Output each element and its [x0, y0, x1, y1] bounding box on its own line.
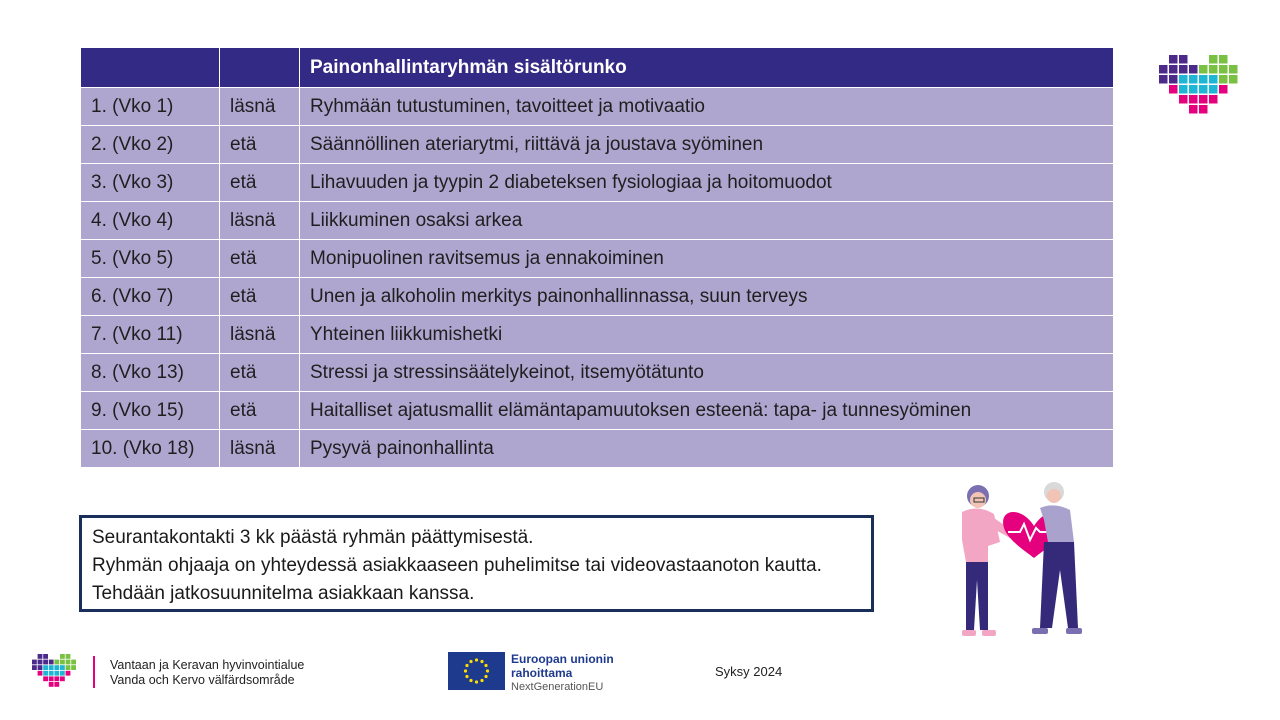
table-row [81, 354, 1114, 392]
table-row [81, 126, 1114, 164]
mode-cell: etä [220, 392, 300, 430]
content-cell: Pysyvä painonhallinta [300, 430, 1114, 468]
session-cell: 5. (Vko 5) [81, 240, 220, 278]
organisation-name [110, 658, 304, 688]
followup-info-box [79, 515, 874, 612]
header-cell-session [81, 48, 220, 88]
session-cell: 1. (Vko 1) [81, 88, 220, 126]
content-cell: Yhteinen liikkumishetki [300, 316, 1114, 354]
content-cell: Liikkuminen osaksi arkea [300, 202, 1114, 240]
session-cell: 9. (Vko 15) [81, 392, 220, 430]
organisation-name-fi: Vantaan ja Keravan hyvinvointialue [110, 658, 305, 672]
vantaa-kerava-heart-logo [1159, 55, 1239, 123]
session-cell: 7. (Vko 11) [81, 316, 220, 354]
content-cell: Säännöllinen ateriarytmi, riittävä ja joustava syöminen [300, 126, 1114, 164]
mode-cell: läsnä [220, 430, 300, 468]
mode-cell: etä [220, 240, 300, 278]
table-row [81, 88, 1114, 126]
table-row [81, 430, 1114, 468]
mode-cell: läsnä [220, 316, 300, 354]
content-cell: Monipuolinen ravitsemus ja ennakoiminen [300, 240, 1114, 278]
eu-funding-line-1: Euroopan unionin [511, 652, 614, 666]
table-header-row [81, 48, 1114, 88]
content-cell: Stressi ja stressinsäätelykeinot, itsemyötätunto [300, 354, 1114, 392]
followup-line-2: Ryhmän ohjaaja on yhteydessä asiakkaaseen puhelimitse tai videovastaanoton kautta. Tehdään jatkosuunnitelma asiakkaan kanssa. [92, 555, 822, 604]
schedule-table [80, 47, 1114, 468]
session-cell: 8. (Vko 13) [81, 354, 220, 392]
session-cell: 2. (Vko 2) [81, 126, 220, 164]
season-label: Syksy 2024 [715, 664, 783, 679]
content-cell: Haitalliset ajatusmallit elämäntapamuutoksen esteenä: tapa- ja tunnesyöminen [300, 392, 1114, 430]
logo-divider [93, 656, 95, 688]
mode-cell: etä [220, 278, 300, 316]
content-cell: Unen ja alkoholin merkitys painonhallinnassa, suun terveys [300, 278, 1114, 316]
table-row [81, 164, 1114, 202]
vantaa-kerava-small-logo [32, 654, 78, 692]
session-cell: 10. (Vko 18) [81, 430, 220, 468]
session-cell: 3. (Vko 3) [81, 164, 220, 202]
session-cell: 4. (Vko 4) [81, 202, 220, 240]
mode-cell: läsnä [220, 88, 300, 126]
table-row [81, 278, 1114, 316]
session-cell: 6. (Vko 7) [81, 278, 220, 316]
followup-line-1: Seurantakontakti 3 kk päästä ryhmän päättymisestä. [92, 527, 534, 548]
mode-cell: etä [220, 126, 300, 164]
eu-funding-label [511, 652, 614, 680]
mode-cell: etä [220, 354, 300, 392]
organisation-name-sv: Vanda och Kervo välfärdsområde [110, 673, 295, 687]
mode-cell: läsnä [220, 202, 300, 240]
people-holding-heart-illustration [948, 480, 1088, 650]
mode-cell: etä [220, 164, 300, 202]
next-generation-eu-label: NextGenerationEU [511, 681, 604, 693]
content-cell: Ryhmään tutustuminen, tavoitteet ja motivaatio [300, 88, 1114, 126]
table-row [81, 240, 1114, 278]
table-row [81, 316, 1114, 354]
table-row [81, 392, 1114, 430]
header-cell-content: Painonhallintaryhmän sisältörunko [300, 48, 1114, 88]
table-row [81, 202, 1114, 240]
eu-funding-line-2: rahoittama [511, 666, 573, 680]
content-cell: Lihavuuden ja tyypin 2 diabeteksen fysiologiaa ja hoitomuodot [300, 164, 1114, 202]
header-cell-mode [220, 48, 300, 88]
eu-flag-icon [448, 652, 505, 690]
